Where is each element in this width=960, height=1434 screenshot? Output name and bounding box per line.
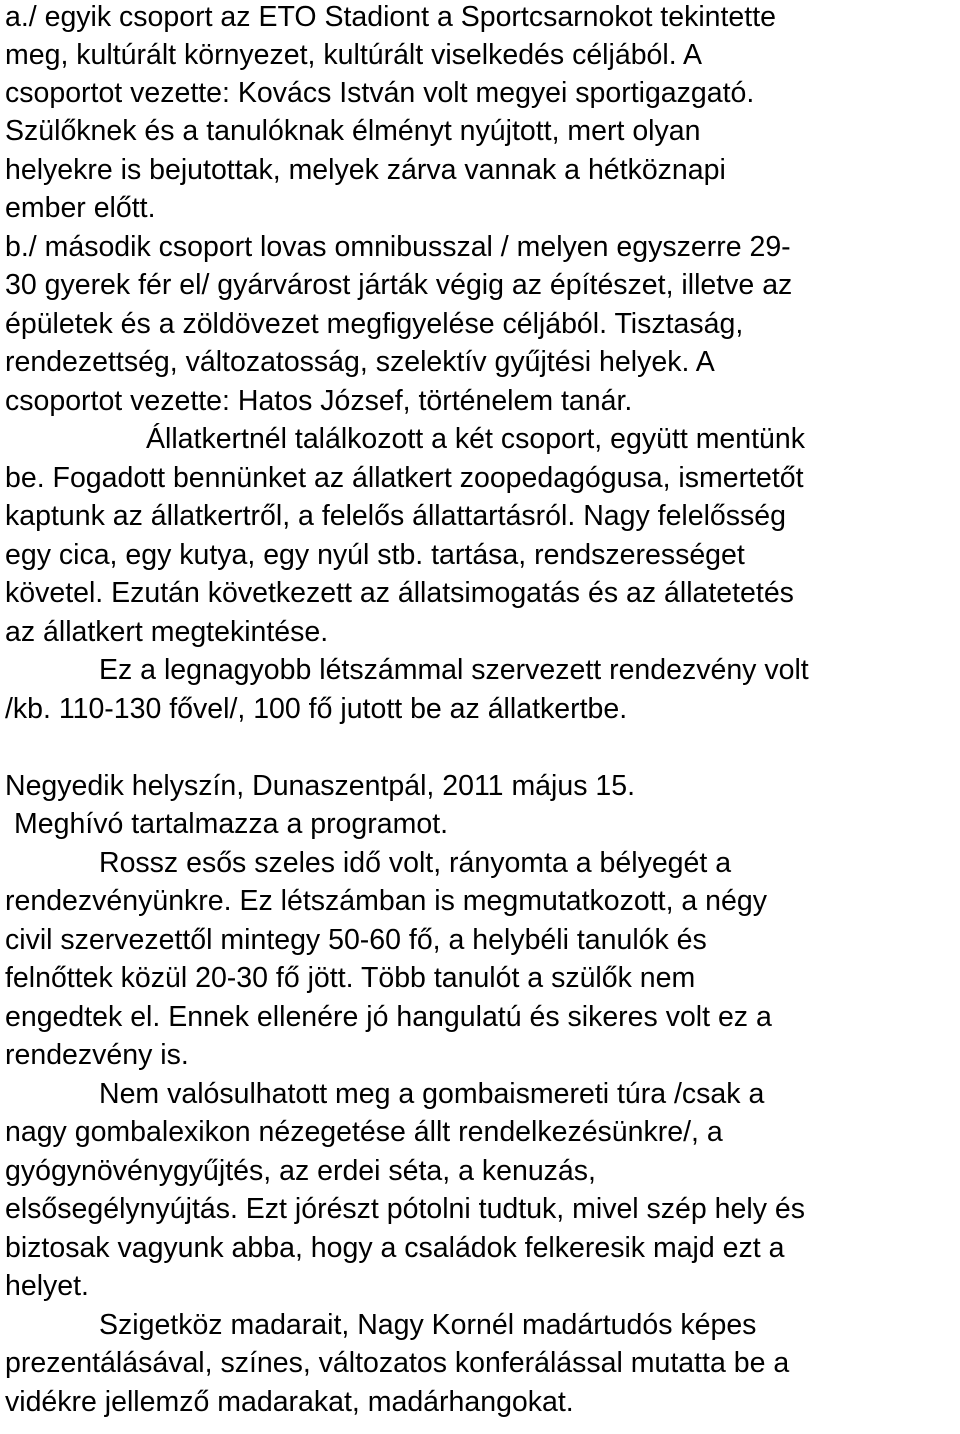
text-line: a./ egyik csoport az ETO Stadiont a Sportcsarnokot tekintette (5, 1, 776, 33)
text-line: elsősegélynyújtás. Ezt jórészt pótolni tudtuk, mivel szép hely és (5, 1193, 805, 1225)
text-line: Meghívó tartalmazza a programot. (14, 808, 449, 840)
text-line: csoportot vezette: Hatos József, történelem tanár. (5, 385, 633, 417)
text-line: civil szervezettől mintegy 50-60 fő, a helybéli tanulók és (5, 924, 707, 956)
text-line: Ez a legnagyobb létszámmal szervezett rendezvény volt (99, 654, 809, 686)
text-line: biztosak vagyunk abba, hogy a családok felkeresik majd ezt a (5, 1232, 785, 1264)
text-line: gyógynövénygyűjtés, az erdei séta, a kenuzás, (5, 1155, 596, 1187)
text-line: követel. Ezután következett az állatsimogatás és az állatetetés (5, 577, 794, 609)
text-line: Állatkertnél találkozott a két csoport, együtt mentünk (146, 423, 806, 455)
text-line: kaptunk az állatkertről, a felelős állattartásról. Nagy felelősség (5, 500, 786, 532)
text-line: rendezvényünkre. Ez létszámban is megmutatkozott, a négy (5, 885, 767, 917)
text-line: Nem valósulhatott meg a gombaismereti túra /csak a (99, 1078, 765, 1110)
text-line: ember előtt. (5, 192, 156, 224)
text-line: Negyedik helyszín, Dunaszentpál, 2011 május 15. (5, 770, 636, 802)
text-line: rendezvény is. (5, 1039, 189, 1071)
text-line: Rossz esős szeles idő volt, rányomta a bélyegét a (99, 847, 732, 879)
text-line: Szülőknek és a tanulóknak élményt nyújtott, mert olyan (5, 115, 701, 147)
text-line: prezentálásával, színes, változatos konferálással mutatta be a (5, 1347, 790, 1379)
text-line: helyekre is bejutottak, melyek zárva vannak a hétköznapi (5, 154, 726, 186)
text-line: egy cica, egy kutya, egy nyúl stb. tartása, rendszerességet (5, 539, 745, 571)
text-line: 30 gyerek fér el/ gyárvárost járták végig az építészet, illetve az (5, 269, 793, 301)
text-line: engedtek el. Ennek ellenére jó hangulatú és sikeres volt ez a (5, 1001, 772, 1033)
text-line: az állatkert megtekintése. (5, 616, 329, 648)
text-line: Szigetköz madarait, Nagy Kornél madártudós képes (99, 1309, 757, 1341)
text-line: nagy gombalexikon nézegetése állt rendelkezésünkre/, a (5, 1116, 723, 1148)
text-line: /kb. 110-130 fővel/, 100 fő jutott be az állatkertbe. (5, 693, 628, 725)
text-line: felnőttek közül 20-30 fő jött. Több tanulót a szülők nem (5, 962, 696, 994)
text-line: rendezettség, változatosság, szelektív gyűjtési helyek. A (5, 346, 715, 378)
text-line: meg, kultúrált környezet, kultúrált viselkedés céljából. A (5, 39, 702, 71)
text-line: épületek és a zöldövezet megfigyelése céljából. Tisztaság, (5, 308, 744, 340)
text-line: helyet. (5, 1270, 89, 1302)
text-line: csoportot vezette: Kovács István volt megyei sportigazgató. (5, 77, 755, 109)
text-line: vidékre jellemző madarakat, madárhangokat. (5, 1386, 574, 1418)
text-line: be. Fogadott bennünket az állatkert zoopedagógusa, ismertetőt (5, 462, 804, 494)
text-line: b./ második csoport lovas omnibusszal / melyen egyszerre 29- (5, 231, 791, 263)
